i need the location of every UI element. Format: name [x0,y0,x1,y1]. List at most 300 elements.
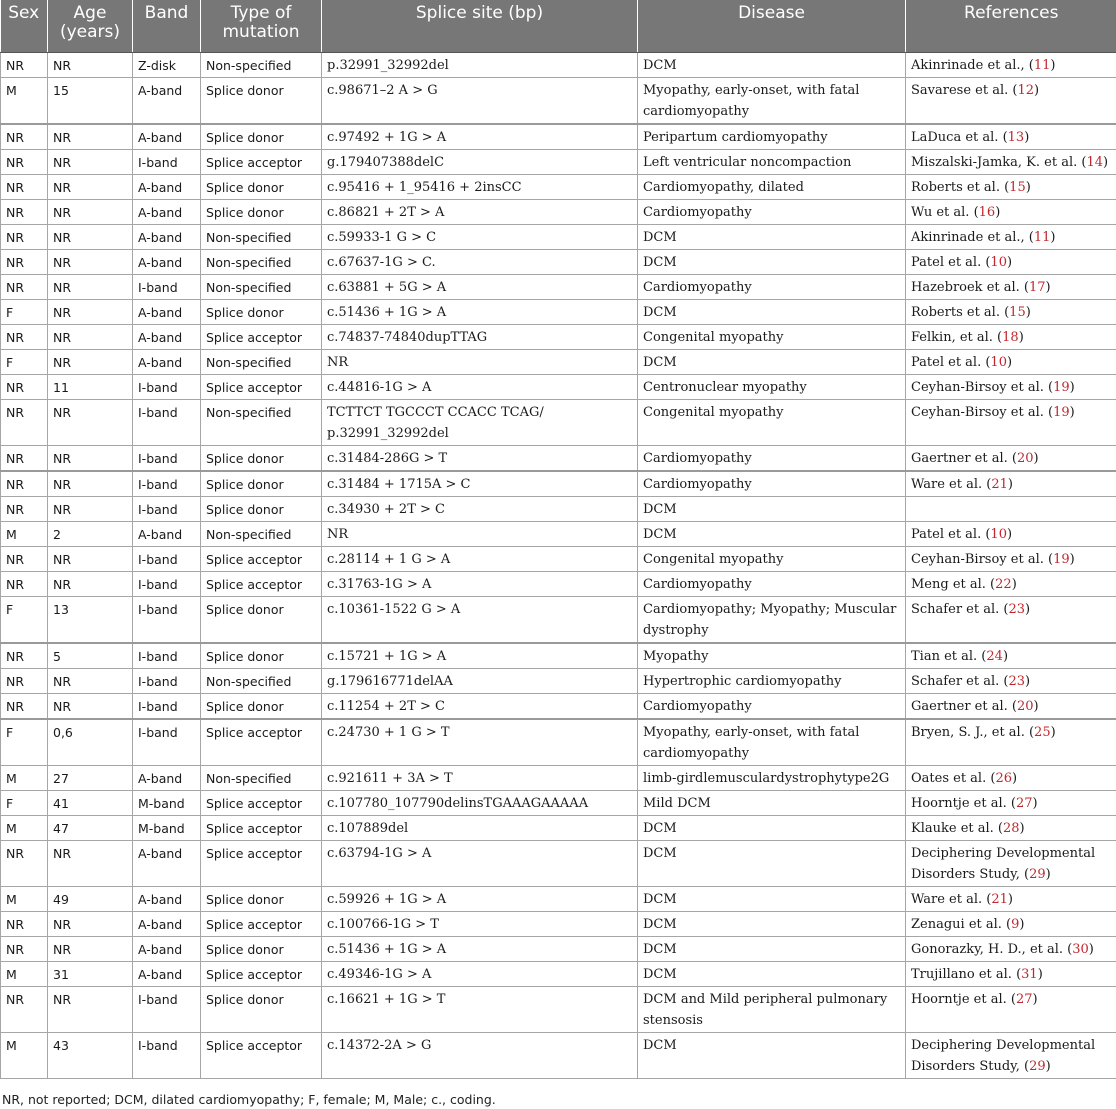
cell-mutation-type: Splice acceptor [201,790,322,815]
cell-disease: Mild DCM [638,790,906,815]
cell-band: I-band [133,274,201,299]
reference-close: ) [1019,820,1025,836]
cell-reference [906,274,1116,299]
reference-close: ) [995,204,1001,220]
cell-disease: DCM [638,349,906,374]
cell-sex: NR [1,124,48,150]
cell-age: 11 [48,374,133,399]
cell-disease: DCM [638,936,906,961]
cell-mutation-type: Splice donor [201,693,322,719]
table-row [1,596,1116,643]
cell-disease: DCM [638,1032,906,1078]
cell-band: A-band [133,299,201,324]
reference-text: Ceyhan-Birsoy et al. ( [911,551,1054,567]
cell-disease: Congenital myopathy [638,324,906,349]
col-header-splice-site: Splice site (bp) [322,0,638,52]
reference-number-link[interactable]: 13 [1007,129,1025,145]
reference-number-link[interactable]: 26 [995,770,1012,786]
reference-number-link[interactable]: 15 [1009,179,1026,195]
cell-splice-site: c.14372-2A > G [322,1032,638,1078]
cell-mutation-type: Splice donor [201,445,322,471]
cell-disease: Cardiomyopathy; Myopathy; Muscular dystrophy [638,596,906,643]
cell-mutation-type: Non-specified [201,249,322,274]
cell-age: 13 [48,596,133,643]
cell-splice-site: c.95416 + 1_95416 + 2insCC [322,174,638,199]
reference-text: Schafer et al. ( [911,601,1009,617]
cell-mutation-type: Non-specified [201,521,322,546]
cell-splice-site: c.107780_107790delinsTGAAAGAAAAA [322,790,638,815]
cell-sex: F [1,349,48,374]
reference-number-link[interactable]: 16 [978,204,996,220]
cell-disease: limb-girdlemusculardystrophytype2G [638,765,906,790]
cell-splice-site: c.100766-1G > T [322,911,638,936]
cell-splice-site: c.34930 + 2T > C [322,496,638,521]
col-header-disease: Disease [638,0,906,52]
reference-close: ) [1007,891,1013,907]
table-row [1,693,1116,719]
cell-band: A-band [133,961,201,986]
table-row [1,224,1116,249]
reference-number-link[interactable]: 12 [1017,82,1034,98]
table-row [1,274,1116,299]
table-row [1,349,1116,374]
table-row [1,815,1116,840]
table-row [1,790,1116,815]
cell-age: NR [48,546,133,571]
cell-band: A-band [133,521,201,546]
cell-splice-site: NR [322,521,638,546]
cell-band: I-band [133,643,201,669]
cell-mutation-type: Non-specified [201,668,322,693]
reference-text: Deciphering Developmental Disorders Study, ( [911,845,1096,882]
reference-text: Hoorntje et al. ( [911,991,1016,1007]
cell-band: I-band [133,571,201,596]
reference-number-link[interactable]: 23 [1008,673,1026,689]
reference-close: ) [1002,648,1009,664]
cell-age: NR [48,840,133,886]
reference-text: Gonorazky, H. D., et al. ( [911,941,1073,957]
cell-splice-site: c.921611 + 3A > T [322,765,638,790]
cell-sex: F [1,719,48,766]
cell-sex: NR [1,249,48,274]
cell-band: I-band [133,496,201,521]
cell-splice-site: c.63881 + 5G > A [322,274,638,299]
cell-splice-site: g.179407388delC [322,149,638,174]
reference-number-link[interactable]: 20 [1016,450,1034,466]
cell-sex: NR [1,643,48,669]
cell-band: I-band [133,986,201,1032]
table-row [1,1032,1116,1078]
cell-mutation-type: Splice donor [201,886,322,911]
cell-sex: NR [1,471,48,497]
cell-splice-site: c.86821 + 2T > A [322,199,638,224]
reference-number-link[interactable]: 11 [1033,229,1051,245]
cell-sex: NR [1,174,48,199]
reference-number-link[interactable]: 10 [990,254,1007,270]
cell-disease: Left ventricular noncompaction [638,149,906,174]
reference-text: Schafer et al. ( [911,673,1009,689]
cell-disease: Cardiomyopathy [638,571,906,596]
cell-reference [906,77,1116,124]
cell-band: I-band [133,596,201,643]
reference-number-link[interactable]: 21 [991,476,1008,492]
reference-close: ) [1069,551,1075,567]
cell-disease: Myopathy, early-onset, with fatal cardiomyopathy [638,77,906,124]
table-row [1,199,1116,224]
cell-reference [906,1032,1116,1078]
cell-mutation-type: Splice acceptor [201,961,322,986]
cell-sex: NR [1,571,48,596]
cell-disease: Cardiomyopathy [638,471,906,497]
cell-age: NR [48,274,133,299]
reference-number-link[interactable]: 15 [1009,304,1026,320]
cell-reference [906,961,1116,986]
cell-disease: DCM [638,961,906,986]
reference-text: Bryen, S. J., et al. ( [911,724,1035,740]
reference-number-link[interactable]: 25 [1034,724,1051,740]
reference-text: Ceyhan-Birsoy et al. ( [911,379,1054,395]
reference-close: ) [1045,1058,1051,1074]
cell-age: NR [48,249,133,274]
cell-reference [906,124,1116,150]
cell-sex: F [1,596,48,643]
reference-text: Ware et al. ( [911,891,992,907]
cell-mutation-type: Splice donor [201,471,322,497]
table-row [1,840,1116,886]
cell-band: A-band [133,840,201,886]
cell-splice-site: c.98671–2 A > G [322,77,638,124]
reference-close: ) [1018,329,1024,345]
cell-reference [906,571,1116,596]
table-row [1,911,1116,936]
cell-splice-site: c.51436 + 1G > A [322,299,638,324]
reference-text: Patel et al. ( [911,354,991,370]
cell-reference [906,224,1116,249]
cell-reference [906,886,1116,911]
cell-splice-site: c.97492 + 1G > A [322,124,638,150]
cell-mutation-type: Non-specified [201,765,322,790]
cell-disease: DCM [638,249,906,274]
cell-sex: NR [1,911,48,936]
cell-reference [906,174,1116,199]
table-row [1,496,1116,521]
reference-close: ) [1033,450,1039,466]
reference-number-link[interactable]: 23 [1008,601,1026,617]
reference-number-link[interactable]: 22 [995,576,1012,592]
cell-mutation-type: Splice donor [201,124,322,150]
reference-text: Wu et al. ( [911,204,979,220]
reference-close: ) [1103,154,1109,170]
cell-age: 0,6 [48,719,133,766]
reference-close: ) [1006,354,1013,370]
cell-splice-site: c.31484-286G > T [322,445,638,471]
cell-disease: Centronuclear myopathy [638,374,906,399]
cell-age: 49 [48,886,133,911]
cell-sex: M [1,815,48,840]
cell-mutation-type: Splice donor [201,936,322,961]
cell-splice-site: c.107889del [322,815,638,840]
table-row [1,399,1116,445]
cell-reference [906,668,1116,693]
reference-text: Akinrinade et al., ( [911,229,1034,245]
table-row [1,719,1116,766]
cell-band: M-band [133,815,201,840]
cell-mutation-type: Non-specified [201,224,322,249]
cell-reference [906,911,1116,936]
cell-sex: NR [1,52,48,77]
cell-age: NR [48,149,133,174]
cell-disease: Peripartum cardiomyopathy [638,124,906,150]
cell-disease: DCM and Mild peripheral pulmonary stensosis [638,986,906,1032]
reference-number-link[interactable]: 17 [1029,279,1046,295]
cell-reference [906,149,1116,174]
reference-close: ) [1007,476,1013,492]
table-row [1,324,1116,349]
cell-splice-site: c.67637-1G > C. [322,249,638,274]
reference-number-link[interactable]: 28 [1003,820,1020,836]
reference-number-link[interactable]: 20 [1016,698,1034,714]
reference-number-link[interactable]: 19 [1053,404,1070,420]
reference-text: Akinrinade et al., ( [911,57,1034,73]
cell-disease: DCM [638,52,906,77]
reference-close: ) [1011,576,1017,592]
table-row [1,77,1116,124]
reference-number-link[interactable]: 30 [1072,941,1089,957]
reference-number-link[interactable]: 9 [1011,916,1020,932]
cell-band: I-band [133,668,201,693]
cell-band: A-band [133,936,201,961]
cell-age: 41 [48,790,133,815]
cell-band: A-band [133,124,201,150]
cell-disease: DCM [638,299,906,324]
cell-mutation-type: Splice donor [201,596,322,643]
cell-band: I-band [133,399,201,445]
cell-disease: Cardiomyopathy [638,199,906,224]
reference-text: Gaertner et al. ( [911,698,1017,714]
reference-text: Deciphering Developmental Disorders Study, ( [911,1037,1096,1074]
col-header-sex: Sex [1,0,48,52]
reference-number-link[interactable]: 27 [1015,795,1033,811]
cell-mutation-type: Splice acceptor [201,840,322,886]
reference-text: Ware et al. ( [911,476,992,492]
cell-disease: DCM [638,496,906,521]
reference-close: ) [1025,673,1031,689]
cell-disease: DCM [638,911,906,936]
cell-splice-site: c.49346-1G > A [322,961,638,986]
cell-sex: M [1,961,48,986]
reference-close: ) [1011,770,1018,786]
reference-close: ) [1088,941,1094,957]
reference-text: Ceyhan-Birsoy et al. ( [911,404,1054,420]
cell-reference [906,299,1116,324]
cell-mutation-type: Non-specified [201,349,322,374]
cell-splice-site: c.28114 + 1 G > A [322,546,638,571]
cell-sex: NR [1,496,48,521]
cell-reference [906,936,1116,961]
reference-text: Patel et al. ( [911,526,991,542]
cell-sex: NR [1,274,48,299]
reference-close: ) [1033,698,1039,714]
reference-close: ) [1050,57,1056,73]
cell-age: NR [48,349,133,374]
cell-sex: NR [1,840,48,886]
cell-sex: NR [1,149,48,174]
reference-close: ) [1025,179,1031,195]
cell-age: NR [48,224,133,249]
cell-splice-site: c.63794-1G > A [322,840,638,886]
reference-number-link[interactable]: 24 [986,648,1003,664]
reference-text: Klauke et al. ( [911,820,1003,836]
cell-age: NR [48,399,133,445]
cell-sex: NR [1,668,48,693]
cell-splice-site: NR [322,349,638,374]
cell-band: A-band [133,349,201,374]
cell-band: Z-disk [133,52,201,77]
cell-splice-site: c.51436 + 1G > A [322,936,638,961]
cell-sex: NR [1,546,48,571]
table-row [1,124,1116,150]
reference-text: Hoorntje et al. ( [911,795,1016,811]
table-row [1,986,1116,1032]
table-row [1,521,1116,546]
reference-number-link[interactable]: 18 [1002,329,1019,345]
reference-text: Tian et al. ( [911,648,987,664]
table-row [1,765,1116,790]
reference-number-link[interactable]: 29 [1029,1058,1046,1074]
cell-mutation-type: Splice acceptor [201,911,322,936]
reference-close: ) [1032,795,1038,811]
cell-band: A-band [133,77,201,124]
cell-splice-site: c.10361-1522 G > A [322,596,638,643]
reference-text: Meng et al. ( [911,576,996,592]
cell-sex: M [1,1032,48,1078]
cell-disease: DCM [638,840,906,886]
cell-mutation-type: Non-specified [201,399,322,445]
cell-age: 31 [48,961,133,986]
reference-close: ) [1037,966,1043,982]
col-header-age: Age (years) [48,0,133,52]
cell-sex: M [1,886,48,911]
col-header-band: Band [133,0,201,52]
reference-close: ) [1024,129,1030,145]
cell-age: 43 [48,1032,133,1078]
reference-number-link[interactable]: 10 [990,354,1007,370]
cell-band: I-band [133,149,201,174]
col-header-type: Type of mutation [201,0,322,52]
table-row [1,546,1116,571]
cell-reference [906,521,1116,546]
reference-text: Zenagui et al. ( [911,916,1012,932]
cell-age: NR [48,693,133,719]
reference-text: Roberts et al. ( [911,304,1010,320]
reference-number-link[interactable]: 27 [1015,991,1033,1007]
reference-number-link[interactable]: 29 [1029,866,1046,882]
cell-reference [906,643,1116,669]
cell-sex: NR [1,693,48,719]
cell-age: 27 [48,765,133,790]
table-row [1,149,1116,174]
reference-close: ) [1069,404,1075,420]
cell-band: A-band [133,249,201,274]
cell-reference [906,693,1116,719]
reference-number-link[interactable]: 19 [1053,379,1070,395]
cell-sex: NR [1,986,48,1032]
cell-mutation-type: Splice donor [201,77,322,124]
cell-disease: Cardiomyopathy [638,274,906,299]
cell-mutation-type: Splice acceptor [201,719,322,766]
table-row [1,961,1116,986]
reference-number-link[interactable]: 14 [1086,154,1103,170]
cell-sex: M [1,77,48,124]
cell-mutation-type: Splice acceptor [201,324,322,349]
col-header-references: References [906,0,1116,52]
header-row [1,0,1116,52]
reference-text: Gaertner et al. ( [911,450,1017,466]
cell-age: NR [48,471,133,497]
cell-band: I-band [133,719,201,766]
reference-close: ) [1019,916,1025,932]
table-row [1,174,1116,199]
cell-band: I-band [133,471,201,497]
cell-disease: Cardiomyopathy [638,693,906,719]
cell-sex: F [1,790,48,815]
cell-reference [906,199,1116,224]
cell-reference [906,986,1116,1032]
reference-text: Hazebroek et al. ( [911,279,1029,295]
cell-disease: Cardiomyopathy, dilated [638,174,906,199]
table-body [1,52,1116,1078]
cell-band: A-band [133,174,201,199]
cell-band: A-band [133,765,201,790]
cell-age: NR [48,571,133,596]
cell-band: A-band [133,199,201,224]
cell-band: I-band [133,445,201,471]
cell-sex: NR [1,374,48,399]
cell-splice-site: c.11254 + 2T > C [322,693,638,719]
reference-number-link[interactable]: 31 [1021,966,1038,982]
cell-reference [906,374,1116,399]
cell-mutation-type: Splice donor [201,496,322,521]
cell-age: NR [48,496,133,521]
cell-mutation-type: Splice donor [201,986,322,1032]
cell-splice-site: c.31763-1G > A [322,571,638,596]
cell-reference [906,719,1116,766]
cell-splice-site: p.32991_32992del [322,52,638,77]
reference-number-link[interactable]: 11 [1033,57,1051,73]
cell-band: A-band [133,911,201,936]
reference-number-link[interactable]: 19 [1053,551,1070,567]
cell-mutation-type: Splice acceptor [201,1032,322,1078]
cell-mutation-type: Splice acceptor [201,374,322,399]
reference-close: ) [1034,82,1040,98]
cell-age: NR [48,986,133,1032]
cell-reference [906,471,1116,497]
reference-number-link[interactable]: 21 [991,891,1008,907]
reference-number-link[interactable]: 10 [990,526,1007,542]
cell-age: NR [48,668,133,693]
reference-close: ) [1045,866,1051,882]
table-row [1,52,1116,77]
table-row [1,936,1116,961]
cell-sex: NR [1,936,48,961]
cell-disease: Myopathy, early-onset, with fatal cardiomyopathy [638,719,906,766]
cell-disease: DCM [638,521,906,546]
table-row [1,571,1116,596]
cell-age: NR [48,911,133,936]
reference-close: ) [1025,304,1031,320]
cell-mutation-type: Splice donor [201,174,322,199]
cell-disease: Congenital myopathy [638,546,906,571]
